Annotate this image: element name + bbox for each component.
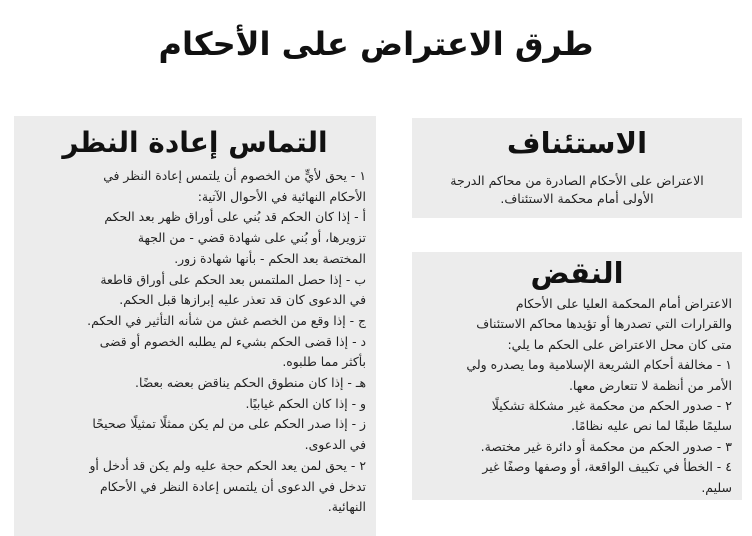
reconsideration-text [24, 166, 366, 518]
text-line: الاعتراض أمام المحكمة العليا على الأحكام [515, 296, 732, 311]
text-line: المختصة بعد الحكم - بأنها شهادة زور. [174, 250, 366, 266]
text-line: الأولى أمام محكمة الاستئناف. [500, 191, 654, 206]
text-line: الأحكام النهائية في الأحوال الآتية: [197, 188, 366, 204]
appeal-heading: الاستئناف [506, 126, 648, 160]
text-line: تزويرها، أو بُني على شهادة قضي - من الجهة [137, 230, 366, 246]
text-line: ٢ - يحق لمن يعد الحكم حجة عليه ولم يكن قد أدخل أو [89, 457, 366, 473]
text-line: و - إذا كان الحكم غيابيًا. [245, 395, 366, 411]
reconsideration-heading: التماس إعادة النظر [62, 126, 328, 159]
text-line: متى كان محل الاعتراض على الحكم ما يلي: [507, 336, 732, 352]
text-line: ج - إذا وقع من الخصم غش من شأنه التأثير في الحكم. [87, 312, 366, 328]
text-line: الاعتراض على الأحكام الصادرة من محاكم الدرجة [450, 173, 704, 188]
cassation-heading: النقض [530, 256, 624, 290]
text-line: ب - إذا حصل الملتمس بعد الحكم على أوراق قاطعة [100, 271, 366, 287]
text-line: د - إذا قضى الحكم بشيء لم يطلبه الخصوم أو قضى [99, 333, 366, 349]
text-line: ٤ - الخطأ في تكييف الواقعة، أو وصفها وصفًا غير [482, 459, 732, 475]
text-line: والقرارات التي تصدرها أو تؤيدها محاكم الاستئناف [476, 316, 732, 332]
text-line: ١ - يحق لأيٍّ من الخصوم أن يلتمس إعادة النظر في [103, 168, 366, 183]
text-line: في الدعوى. [304, 437, 366, 453]
cassation-panel [412, 252, 742, 500]
text-line: ز - إذا صدر الحكم على من لم يكن ممثلًا تمثيلًا صحيحًا [92, 416, 366, 432]
text-line: بأكثر مما طلبوه. [282, 354, 366, 370]
appeal-text [422, 172, 732, 208]
page-title: طرق الاعتراض على الأحكام [158, 25, 594, 63]
text-line: النهائية. [327, 499, 366, 515]
text-line: سليم. [701, 479, 732, 495]
text-line: ٣ - صدور الحكم من محكمة أو دائرة غير مختصة. [480, 438, 732, 454]
appeal-panel [412, 118, 742, 218]
cassation-text [422, 294, 732, 498]
text-line: سليمًا طبقًا لما نص عليه نظامًا. [571, 418, 732, 434]
text-line: في الدعوى كان قد تعذر عليه إبرازها قبل الحكم. [119, 292, 366, 308]
text-line: الأمر من أنظمة لا تتعارض معها. [568, 377, 732, 393]
text-line: أ - إذا كان الحكم قد بُني على أوراق ظهر بعد الحكم [104, 209, 366, 225]
reconsideration-panel [14, 116, 376, 536]
text-line: ٢ - صدور الحكم من محكمة غير مشكلة تشكيلًا [491, 398, 732, 414]
text-line: هـ - إذا كان منطوق الحكم يناقض بعضه بعضًا. [135, 375, 366, 391]
text-line: تدخل في الدعوى أن يلتمس إعادة النظر في الأحكام [99, 478, 366, 494]
text-line: ١ - مخالفة أحكام الشريعة الإسلامية وما يصدره ولي [466, 357, 732, 373]
